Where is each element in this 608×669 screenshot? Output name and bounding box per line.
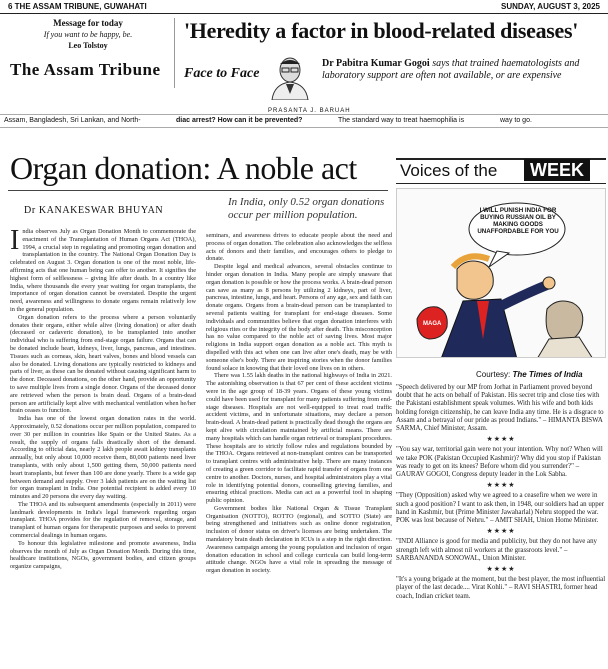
- interviewee-name: Dr Pabitra Kumar Gogoi: [322, 58, 430, 69]
- voices-of-the-week-sidebar: [396, 158, 608, 669]
- face-to-face-label: Face to Face: [184, 66, 260, 81]
- article-column-1: [10, 228, 196, 664]
- page-header-bar: [0, 0, 608, 14]
- cartoon-cap-text: MAGA: [423, 321, 442, 327]
- strip-text-2: diac arrest? How can it be prevented?: [176, 117, 303, 124]
- issue-date: SUNDAY, AUGUST 3, 2025: [501, 2, 600, 11]
- masthead-divider: [174, 18, 175, 88]
- cartoon-credit: [476, 370, 583, 379]
- face-to-face-byline: PRASANTA J. BARUAH: [268, 108, 351, 114]
- separator-stars: ★★★★: [486, 435, 516, 444]
- strip-text-1: Assam, Bangladesh, Sri Lankan, and North-: [4, 117, 141, 124]
- face-to-face-dek: [322, 58, 604, 82]
- strip-text-4: way to go.: [500, 117, 532, 124]
- interviewee-photo: [268, 54, 312, 100]
- strip-text-3: The standard way to treat haemophilia is: [338, 117, 465, 124]
- voices-title-highlight: WEEK: [524, 159, 590, 181]
- quotes-list: [396, 384, 606, 603]
- logo-text: The Assam Tribune: [10, 60, 161, 79]
- paragraph: Government bodies like National Organ & Tissue Transplant Organisation (NOTTO), ROTTO (regional), and SOTTO (State) are being strengthened and initiatives such as online donor registration, inclusion of donor status on driver's licenses are being undertaken. The mandatory brain death declaration in ICUs is a step in the right direction. Awareness campaign among the young population and inclusion of organ donation education in school and college curricula can build long-term attitude change. NGOs have a vital role in spreading the message of organ donation in society.: [206, 504, 392, 575]
- paragraph: To honour this legislative milestone and promote awareness, India observes the month of July as Organ Donation Month. During this time, healthcare institutions, NGOs, government bodies, and citizen groups organize campaigns,: [10, 539, 196, 571]
- dek-text: says that trained haematologists and laboratory support are often not available, or are expensive: [322, 58, 580, 81]
- voices-title: Voices of the: [400, 161, 498, 180]
- quote-item: "They (Opposition) asked why we agreed to a ceasefire when we were in such a good position? I want to ask then, in 1948, our soldiers had an upper hand in Kashmir, but (Prime Minister Jawaharlal) Nehru stopped the war. POK was lost because of Nehru." – AMIT SHAH, Union Home Minister.: [396, 492, 605, 525]
- article-column-2: [206, 232, 392, 664]
- message-for-today: [8, 18, 168, 50]
- paragraph: The THOA and its subsequent amendments (especially in 2011) were landmark developments in India's legal framework regarding organ transplant. THOA provides for the regulation of removal, storage, and transplant of human organs for therapeutic purposes and seeks to prevent commercial dealings in human organs.: [10, 500, 196, 540]
- political-cartoon: [396, 188, 606, 358]
- paragraph: Despite legal and medical advances, several obstacles continue to hinder organ donation in India. Many people are simply unaware that organ donation is possible or how the process works. A brain-dead person can save as many as 8 persons by utilizing 2 kidneys, part of liver, pancreas, intestine, lungs, and heart. Persons of any age, sex and faith can donate organs. Organs from a brain-dead person can be transplanted to several patients waiting for transplant for end-stage diseases. Some individuals and communities believe that organ donation interferes with religious rites or the integrity of the body after death. This misconception has no value compared to the noble act of saving lives. Most major religions in India support organ donation as a noble act. This myth is dispelled with this act when one can live after one's death, may be with someone else's body. There are inspiring stories when the donor families found solace in knowing that their loved one lives on in others.: [206, 263, 392, 372]
- article-title: Organ donation: A noble act: [10, 150, 357, 186]
- separator-stars: ★★★★: [486, 481, 516, 490]
- teaser-strip: [0, 114, 608, 128]
- quote-item: "Speech delivered by our MP from Jorhat in Parliament proved beyond doubt that he acts on behalf of Pakistan. His secret trip and close ties with the Pakistani establishment speak volumes. With his wife and both kids holding foreign citizenship, he can leave India any time. He is a disgrace to Assam and a betrayal of our pride as proud Indians." – HIMANTA BISWA SARMA, Chief Minister, Assam.: [396, 384, 604, 433]
- paragraph: Organ donation refers to the process where a person voluntarily donates their organs, either while alive (living donation) or after death (deceased or cadaveric donation), to be transplanted into another individual who is suffering from end-stage organ failure. Organs that can be donated include heart, kidneys, liver, lungs, pancreas, and intestines. Tissues such as corneas, skin, heart valves, bones and blood vessels can also be donated. Living donations are typically restricted to kidneys and parts of liver, as these can be donated without causing significant harm to the donor. Deceased donations, on the other hand, provide an opportunity to save multiple lives from a single donor. Organs of the deceased donor are retrieved when the person is brain dead. Organs of a brain-dead person are artificially kept alive with mechanical ventilation when he/her brain ceases to function.: [10, 313, 196, 415]
- quote-item: "You say war, territorial gain were not your intention. Why not? When will we take POK (Pakistan Occupied Kashmir)? Why did you stop if Pakistan was ready to get on its knees? Before whom did you surrender?" – GAURAV GOGOI, Congress deputy leader in the Lok Sabha.: [396, 446, 603, 479]
- voices-header: [396, 158, 606, 184]
- courtesy-label: Courtesy:: [476, 370, 513, 379]
- paragraph: seminars, and awareness drives to educate people about the need and process of organ donation. The celebration also acknowledges the selfless acts of donors and their families, and encourages others to pledge to donate.: [206, 232, 392, 263]
- cartoon-speech-text: I WILL PUNISH INDIA FOR BUYING RUSSIAN OIL BY MAKING GOODS UNAFFORDABLE FOR YOU: [477, 207, 559, 235]
- paragraph: ndia observes July as Organ Donation Month to commemorate the enactment of the Transplantation of Human Organs Act (THOA), 1994, a crucial step in regulating and promoting organ donation and transplantation in the country. The National Organ Donation Day is celebrated on August 3. Organ donation is one of the most noble, life-affirming acts that one human being can offer to another. It signifies the highest form of selflessness – giving life after death. In a country like India, where thousands die every year waiting for organ transplants, the importance of organ donation cannot be overstated. Despite the urgent need, awareness and willingness to donate organs remain relatively low in the general population.: [10, 228, 196, 313]
- quote-item: "It's a young brigade at the moment, but the best player, the most influential player of the last decade.... Virat Kohli." – RAVI SHASTRI, former head coach, Indian cricket team.: [396, 576, 606, 600]
- pull-quote: In India, only 0.52 organ donations occur per million population.: [228, 196, 385, 221]
- message-quote: If you want to be happy, be.: [43, 30, 133, 39]
- article-byline: Dr KANAKESWAR BHUYAN: [24, 205, 164, 216]
- separator-stars: ★★★★: [486, 565, 516, 574]
- drop-cap: I: [10, 228, 20, 256]
- message-author: Leo Tolstoy: [68, 41, 108, 50]
- courtesy-source: The Times of India: [512, 370, 583, 379]
- page-info: 6 THE ASSAM TRIBUNE, GUWAHATI: [8, 2, 147, 11]
- message-heading: Message for today: [53, 18, 123, 28]
- separator-stars: ★★★★: [486, 527, 516, 536]
- paragraph: There was 1.55 lakh deaths in the national highways of India in 2021. The astonishing observation is that 67 per cent of these accident victims were in the age group of 18-39 years. Organs of these young victims could have been used for transplant for many patients suffering from end-stage diseases. Hospitals are not well-equipped to treat road traffic accident victims, and in unfortunate situations, may declare a person brain-dead. A brain-dead patient is practically dead though the organs are kept alive with circulation maintained by artificial means. There are many hospitals which can handle organ retrieval or transplant procedures. These hospitals are to strictly follow rules and regulations bounded by the THOA. Organs retrieved at non-transplant centres can be transported to transplant centres with administrative help. There are many instances of creating a green corridor to facilitate rapid transfer of organs from one centre to another. Doctors, nurses, and hospital administrators play a vital role in identifying potential donors, counselling grieving families, and ensuring ethical practices. Media can act as a powerful tool in shaping public opinion.: [206, 372, 392, 505]
- newspaper-logo: [10, 60, 170, 82]
- face-to-face-headline: 'Heredity a factor in blood-related diseases': [184, 18, 579, 43]
- paragraph: India has one of the lowest organ donation rates in the world. Approximately, 0.52 donations occur per million population, compared to over 30 per million in countries like Spain or the United States. As a result, the supply of organs falls drastically short of the demand. According to official data, nearly 2 lakh people await kidney transplants annually, but only about 10,000 receive them, 80,000 patients need liver transplants, with only about 1,500 getting them, 50,000 patients need heart transplants, but fewer than 100 are done yearly. There is a wide gap between demand and supply. Over 3 lakh patients are on the waiting list for organ transplant in India. One potential recipient is added every 10 minutes and 20 persons die every day waiting.: [10, 415, 196, 501]
- quote-item: "INDI Alliance is good for media and publicity, but they do not have any strength left with almost nil workers at the grassroots level." – SARBANANDA SONOWAL, Union Minister.: [396, 538, 597, 562]
- title-rule: [8, 190, 388, 191]
